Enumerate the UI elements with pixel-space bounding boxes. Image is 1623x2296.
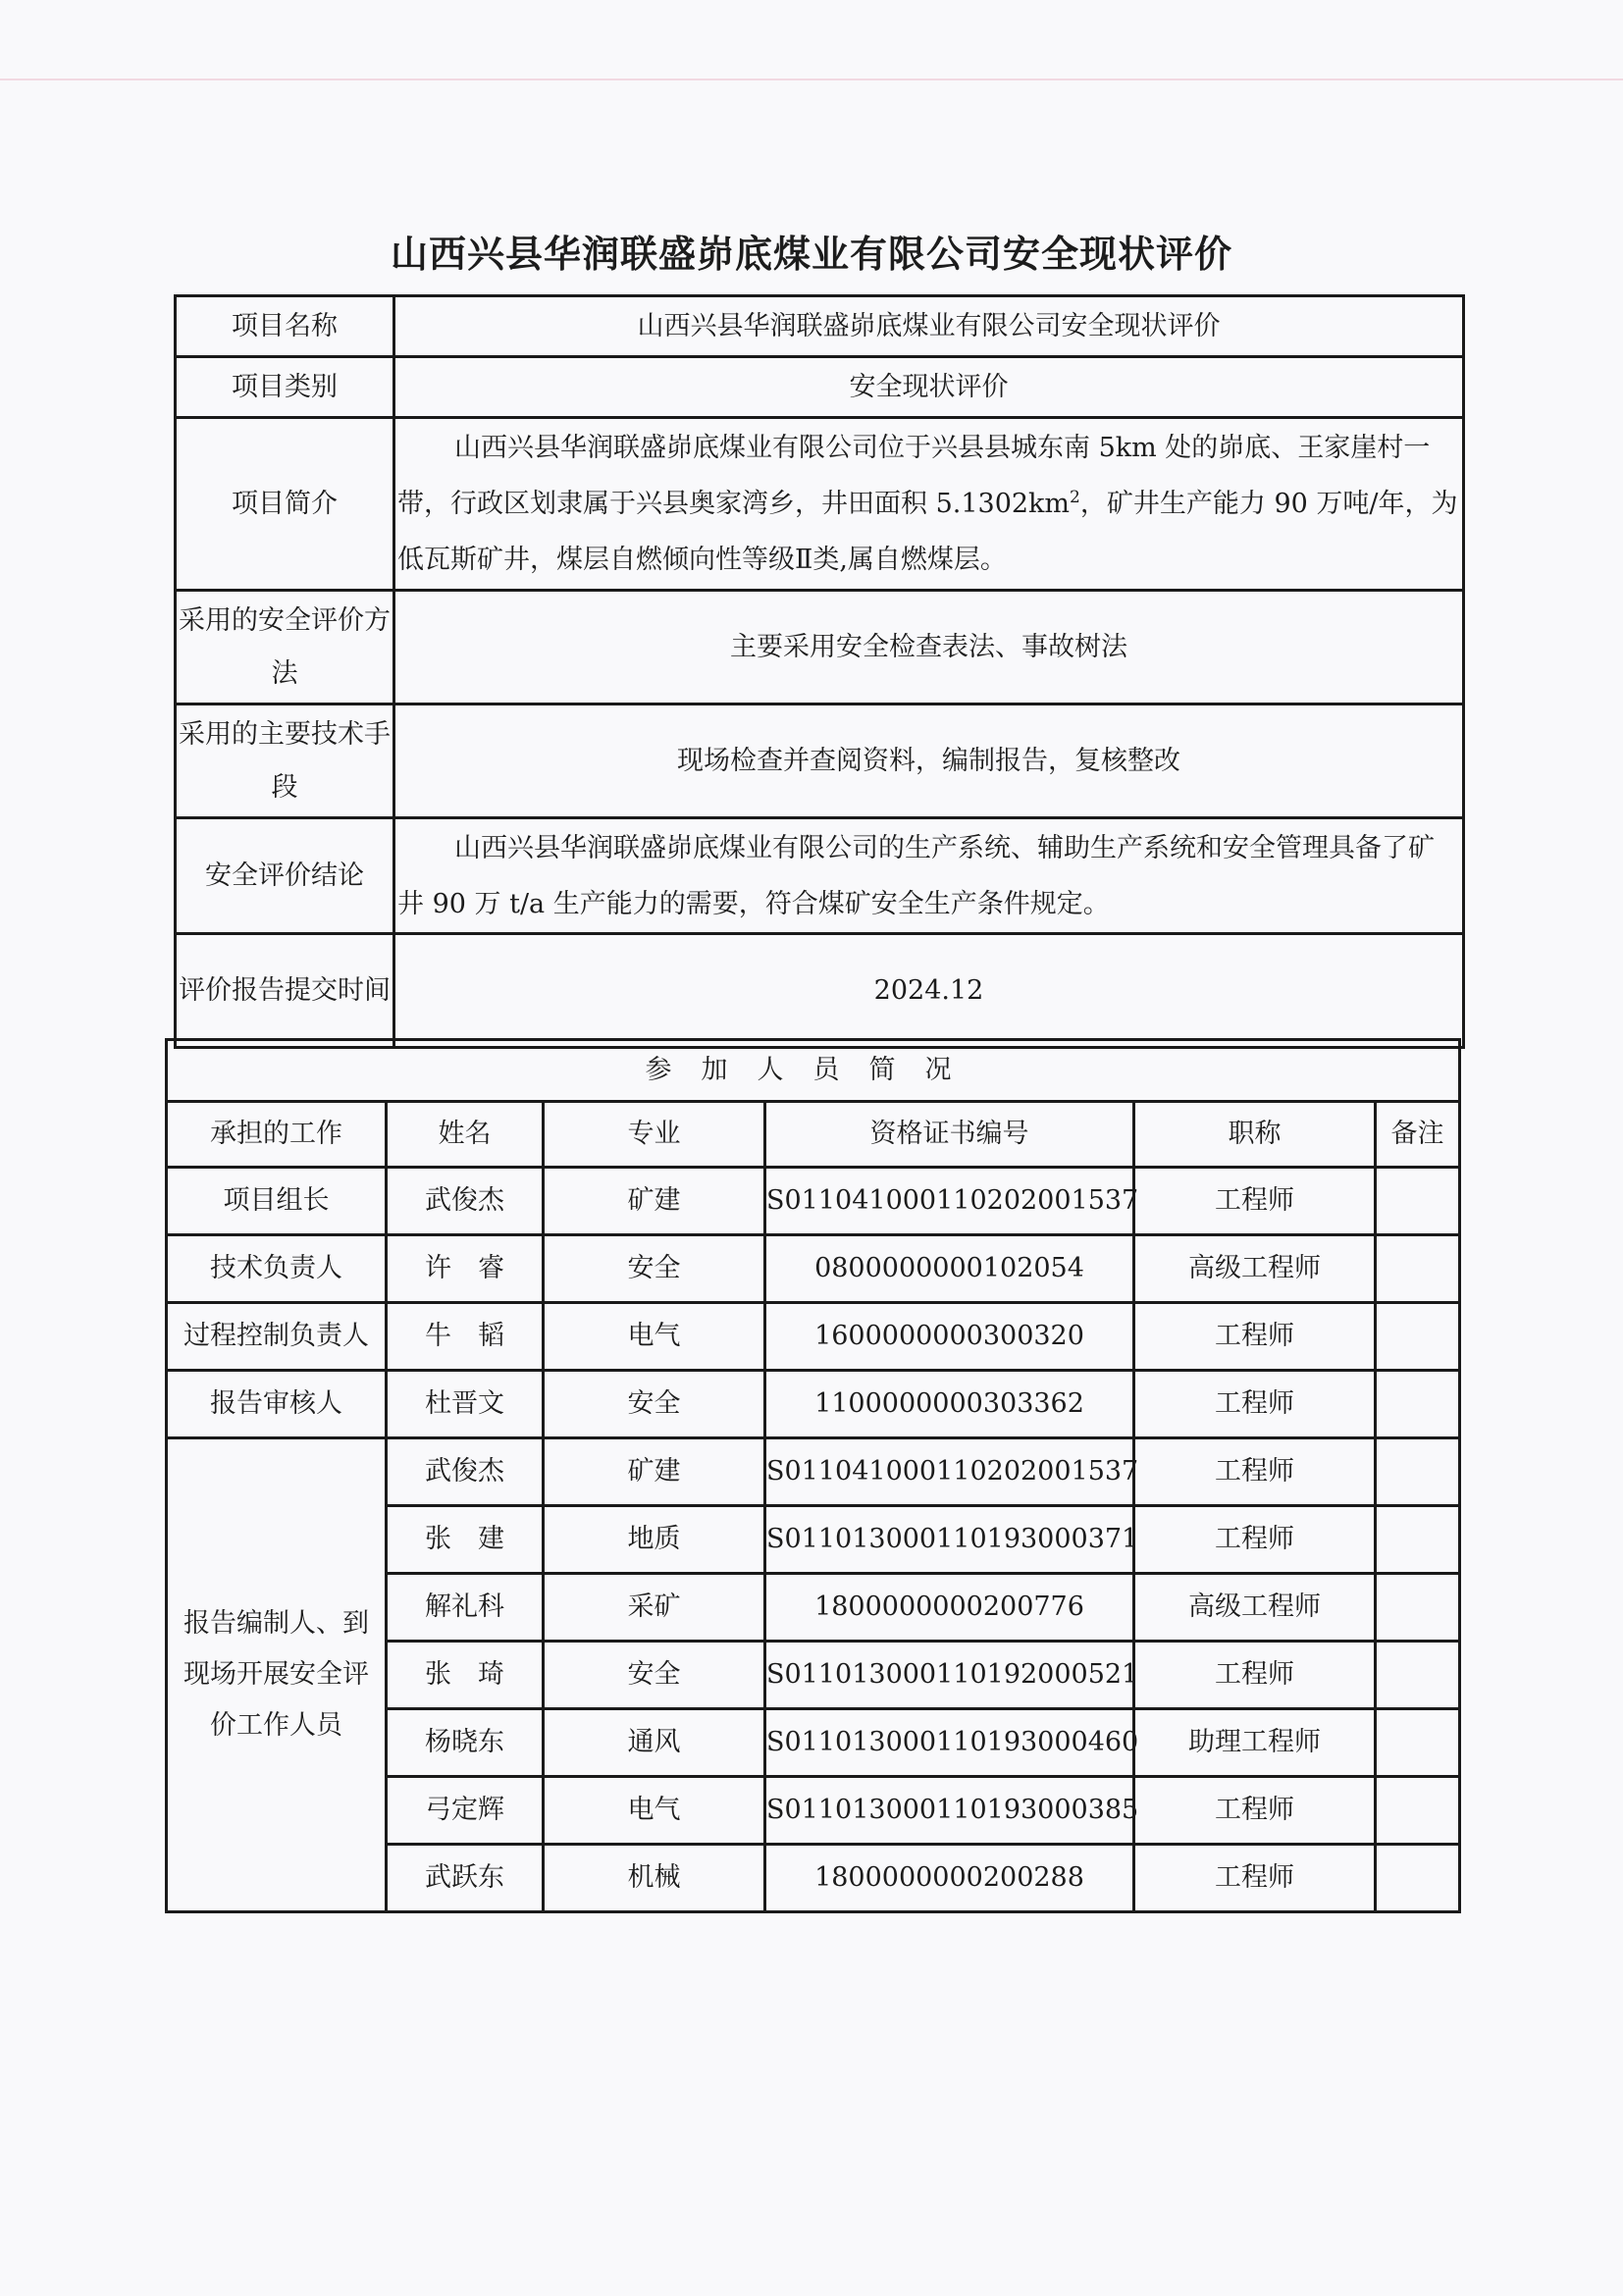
participants-column-headers (167, 1102, 1460, 1168)
cert-cell: 1800000000200776 (765, 1574, 1134, 1642)
cert-cell: 1100000000303362 (765, 1371, 1134, 1438)
summary-superscript: 2 (1070, 488, 1080, 507)
major-cell: 安全 (544, 1235, 765, 1303)
tech-means-value: 现场检查并查阅资料，编制报告，复核整改 (394, 704, 1464, 818)
summary-part-2: ，矿井生产能力 90 万吨/年，为低瓦斯矿井，煤层自燃倾向性等级Ⅱ类,属自燃煤层。 (397, 489, 1458, 575)
name-cell: 张 建 (387, 1506, 544, 1574)
role-cell: 项目组长 (167, 1168, 387, 1235)
major-cell: 安全 (544, 1371, 765, 1438)
major-cell: 采矿 (544, 1574, 765, 1642)
eval-method-value: 主要采用安全检查表法、事故树法 (394, 591, 1464, 704)
name-cell: 武俊杰 (387, 1168, 544, 1235)
note-cell (1376, 1438, 1460, 1506)
eval-conclusion-label: 安全评价结论 (176, 818, 394, 934)
note-cell (1376, 1642, 1460, 1709)
note-cell (1376, 1777, 1460, 1845)
row-eval-method (176, 591, 1464, 704)
cert-cell: S011013000110193000385 (765, 1777, 1134, 1845)
cert-cell: S011041000110202001537 (765, 1438, 1134, 1506)
project-summary-label: 项目简介 (176, 418, 394, 591)
team-role-cell: 报告编制人、到现场开展安全评价工作人员 (167, 1438, 387, 1912)
note-cell (1376, 1168, 1460, 1235)
column-header-title: 职称 (1134, 1102, 1376, 1168)
project-info-table (174, 294, 1465, 1049)
row-project-summary (176, 418, 1464, 591)
document-title: 山西兴县华润联盛峁底煤业有限公司安全现状评价 (390, 232, 1232, 276)
note-cell (1376, 1709, 1460, 1777)
project-category-value: 安全现状评价 (394, 357, 1464, 418)
title-cell: 工程师 (1134, 1506, 1376, 1574)
column-header-name: 姓名 (387, 1102, 544, 1168)
title-cell: 工程师 (1134, 1642, 1376, 1709)
cert-cell: S011013000110193000371 (765, 1506, 1134, 1574)
row-eval-conclusion (176, 818, 1464, 934)
note-cell (1376, 1845, 1460, 1912)
name-cell: 张 琦 (387, 1642, 544, 1709)
table-row (167, 1168, 1460, 1235)
name-cell: 弓定辉 (387, 1777, 544, 1845)
row-tech-means (176, 704, 1464, 818)
table-row (167, 1371, 1460, 1438)
role-cell: 报告审核人 (167, 1371, 387, 1438)
name-cell: 武俊杰 (387, 1438, 544, 1506)
cert-cell: 0800000000102054 (765, 1235, 1134, 1303)
major-cell: 通风 (544, 1709, 765, 1777)
eval-conclusion-value: 山西兴县华润联盛峁底煤业有限公司的生产系统、辅助生产系统和安全管理具备了矿井 90 万 t/a 生产能力的需要，符合煤矿安全生产条件规定。 (394, 818, 1464, 934)
note-cell (1376, 1235, 1460, 1303)
project-name-label: 项目名称 (176, 296, 394, 357)
name-cell: 牛 韬 (387, 1303, 544, 1371)
name-cell: 武跃东 (387, 1845, 544, 1912)
major-cell: 安全 (544, 1642, 765, 1709)
column-header-note: 备注 (1376, 1102, 1460, 1168)
summary-part-1: 山西兴县华润联盛峁底煤业有限公司位于兴县县城东南 5km 处的峁底、王家崖村一带，行政区划隶属于兴县奥家湾乡，井田面积 5.1302km (397, 433, 1431, 519)
title-cell: 高级工程师 (1134, 1574, 1376, 1642)
major-cell: 电气 (544, 1303, 765, 1371)
submit-time-value: 2024.12 (394, 934, 1464, 1048)
table-row (167, 1235, 1460, 1303)
cert-cell: S011013000110193000460 (765, 1709, 1134, 1777)
project-category-label: 项目类别 (176, 357, 394, 418)
page-top-rule (0, 78, 1623, 80)
title-cell: 工程师 (1134, 1777, 1376, 1845)
eval-method-label: 采用的安全评价方法 (176, 591, 394, 704)
project-summary-value (394, 418, 1464, 591)
column-header-cert: 资格证书编号 (765, 1102, 1134, 1168)
cert-cell: S011041000110202001537 (765, 1168, 1134, 1235)
cert-cell: 1800000000200288 (765, 1845, 1134, 1912)
major-cell: 机械 (544, 1845, 765, 1912)
note-cell (1376, 1506, 1460, 1574)
title-cell: 工程师 (1134, 1438, 1376, 1506)
title-cell: 工程师 (1134, 1371, 1376, 1438)
name-cell: 杜晋文 (387, 1371, 544, 1438)
role-cell: 过程控制负责人 (167, 1303, 387, 1371)
note-cell (1376, 1371, 1460, 1438)
tech-means-label: 采用的主要技术手段 (176, 704, 394, 818)
submit-time-label: 评价报告提交时间 (176, 934, 394, 1048)
note-cell (1376, 1574, 1460, 1642)
participants-section-title: 参加人员简况 (167, 1040, 1460, 1102)
cert-cell: 1600000000300320 (765, 1303, 1134, 1371)
major-cell: 地质 (544, 1506, 765, 1574)
column-header-role: 承担的工作 (167, 1102, 387, 1168)
column-header-major: 专业 (544, 1102, 765, 1168)
row-project-name (176, 296, 1464, 357)
project-name-value: 山西兴县华润联盛峁底煤业有限公司安全现状评价 (394, 296, 1464, 357)
participants-table (165, 1038, 1461, 1913)
major-cell: 电气 (544, 1777, 765, 1845)
row-submit-time (176, 934, 1464, 1048)
major-cell: 矿建 (544, 1168, 765, 1235)
participants-section-header-row (167, 1040, 1460, 1102)
cert-cell: S011013000110192000521 (765, 1642, 1134, 1709)
title-cell: 工程师 (1134, 1303, 1376, 1371)
name-cell: 解礼科 (387, 1574, 544, 1642)
table-row (167, 1438, 1460, 1506)
title-cell: 高级工程师 (1134, 1235, 1376, 1303)
major-cell: 矿建 (544, 1438, 765, 1506)
name-cell: 杨晓东 (387, 1709, 544, 1777)
title-cell: 工程师 (1134, 1845, 1376, 1912)
title-cell: 助理工程师 (1134, 1709, 1376, 1777)
table-row (167, 1303, 1460, 1371)
note-cell (1376, 1303, 1460, 1371)
role-cell: 技术负责人 (167, 1235, 387, 1303)
row-project-category (176, 357, 1464, 418)
title-cell: 工程师 (1134, 1168, 1376, 1235)
name-cell: 许 睿 (387, 1235, 544, 1303)
